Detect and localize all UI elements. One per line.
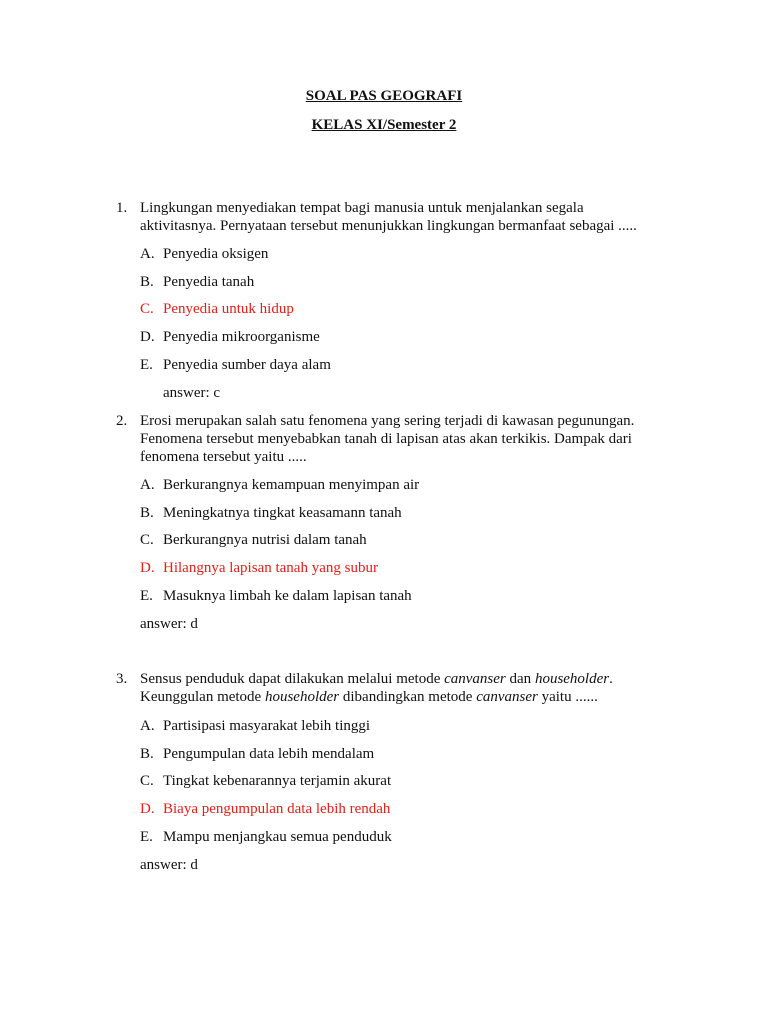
question-number: 3. [116,671,128,687]
option-text: Penyedia tanah [163,274,255,290]
option-d [140,328,320,346]
text-run: dan [505,671,535,687]
option-c-correct [140,300,294,318]
option-letter: D. [140,560,155,576]
option-letter: B. [140,746,154,762]
option-letter: D. [140,801,155,817]
option-text: Penyedia mikroorganisme [163,329,320,345]
option-d-correct [140,800,390,818]
option-letter: E. [140,829,153,845]
option-text: Tingkat kebenarannya terjamin akurat [163,773,392,789]
option-text: Berkurangnya kemampuan menyimpan air [163,477,420,493]
answer-label: answer: d [140,616,198,632]
option-text: Biaya pengumpulan data lebih rendah [163,801,391,817]
option-letter: B. [140,274,154,290]
question-text-line [140,670,660,688]
option-text: Penyedia oksigen [163,246,269,262]
option-letter: B. [140,505,154,521]
option-e [140,587,412,605]
option-letter: A. [140,477,155,493]
option-text: Penyedia untuk hidup [163,301,294,317]
question-text [140,199,660,235]
text-run: . [609,671,613,687]
question-text-line: Lingkungan menyediakan tempat bagi manusia untuk menjalankan segala [140,200,584,216]
option-b [140,273,254,291]
text-run: Keunggulan metode [140,689,265,705]
question-text-line: aktivitasnya. Pernyataan tersebut menunjukkan lingkungan bermanfaat sebagai ..... [140,218,637,234]
question-text-line: fenomena tersebut yaitu ..... [140,449,307,465]
option-letter: C. [140,773,154,789]
option-e [140,828,392,846]
option-b [140,504,402,522]
answer-label: answer: d [140,857,198,873]
document-subtitle: KELAS XI/Semester 2 [311,117,457,133]
option-text: Penyedia sumber daya alam [163,357,331,373]
option-a [140,476,419,494]
option-a [140,245,268,263]
option-letter: C. [140,532,154,548]
option-b [140,745,374,763]
question-text [140,670,660,706]
option-e [140,356,331,374]
option-d-correct [140,559,378,577]
option-letter: E. [140,357,153,373]
option-letter: A. [140,246,155,262]
question-number: 1. [116,200,128,216]
option-c [140,772,391,790]
italic-term: householder [534,671,610,687]
italic-term: canvanser [444,671,506,687]
option-text: Mampu menjangkau semua penduduk [163,829,392,845]
option-a [140,717,370,735]
question-number: 2. [116,413,128,429]
option-letter: C. [140,301,154,317]
option-letter: E. [140,588,153,604]
option-text: Hilangnya lapisan tanah yang subur [163,560,378,576]
option-letter: D. [140,329,155,345]
option-text: Meningkatnya tingkat keasamann tanah [163,505,402,521]
question-text-line: Erosi merupakan salah satu fenomena yang sering terjadi di kawasan pegunungan. [140,413,635,429]
answer-label: answer: c [163,385,221,401]
option-text: Partisipasi masyarakat lebih tinggi [163,718,371,734]
option-text: Masuknya limbah ke dalam lapisan tanah [163,588,412,604]
option-text: Pengumpulan data lebih mendalam [163,746,375,762]
text-run: yaitu ...... [537,689,598,705]
text-run: dibandingkan metode [339,689,477,705]
text-run: Sensus penduduk dapat dilakukan melalui metode [140,671,445,687]
question-text-line: Fenomena tersebut menyebabkan tanah di lapisan atas akan terkikis. Dampak dari [140,431,632,447]
option-text: Berkurangnya nutrisi dalam tanah [163,532,367,548]
document-title: SOAL PAS GEOGRAFI [305,88,463,104]
italic-term: householder [264,689,340,705]
option-c [140,531,367,549]
question-text [140,412,660,466]
option-letter: A. [140,718,155,734]
italic-term: canvanser [476,689,538,705]
question-text-line [140,688,660,706]
